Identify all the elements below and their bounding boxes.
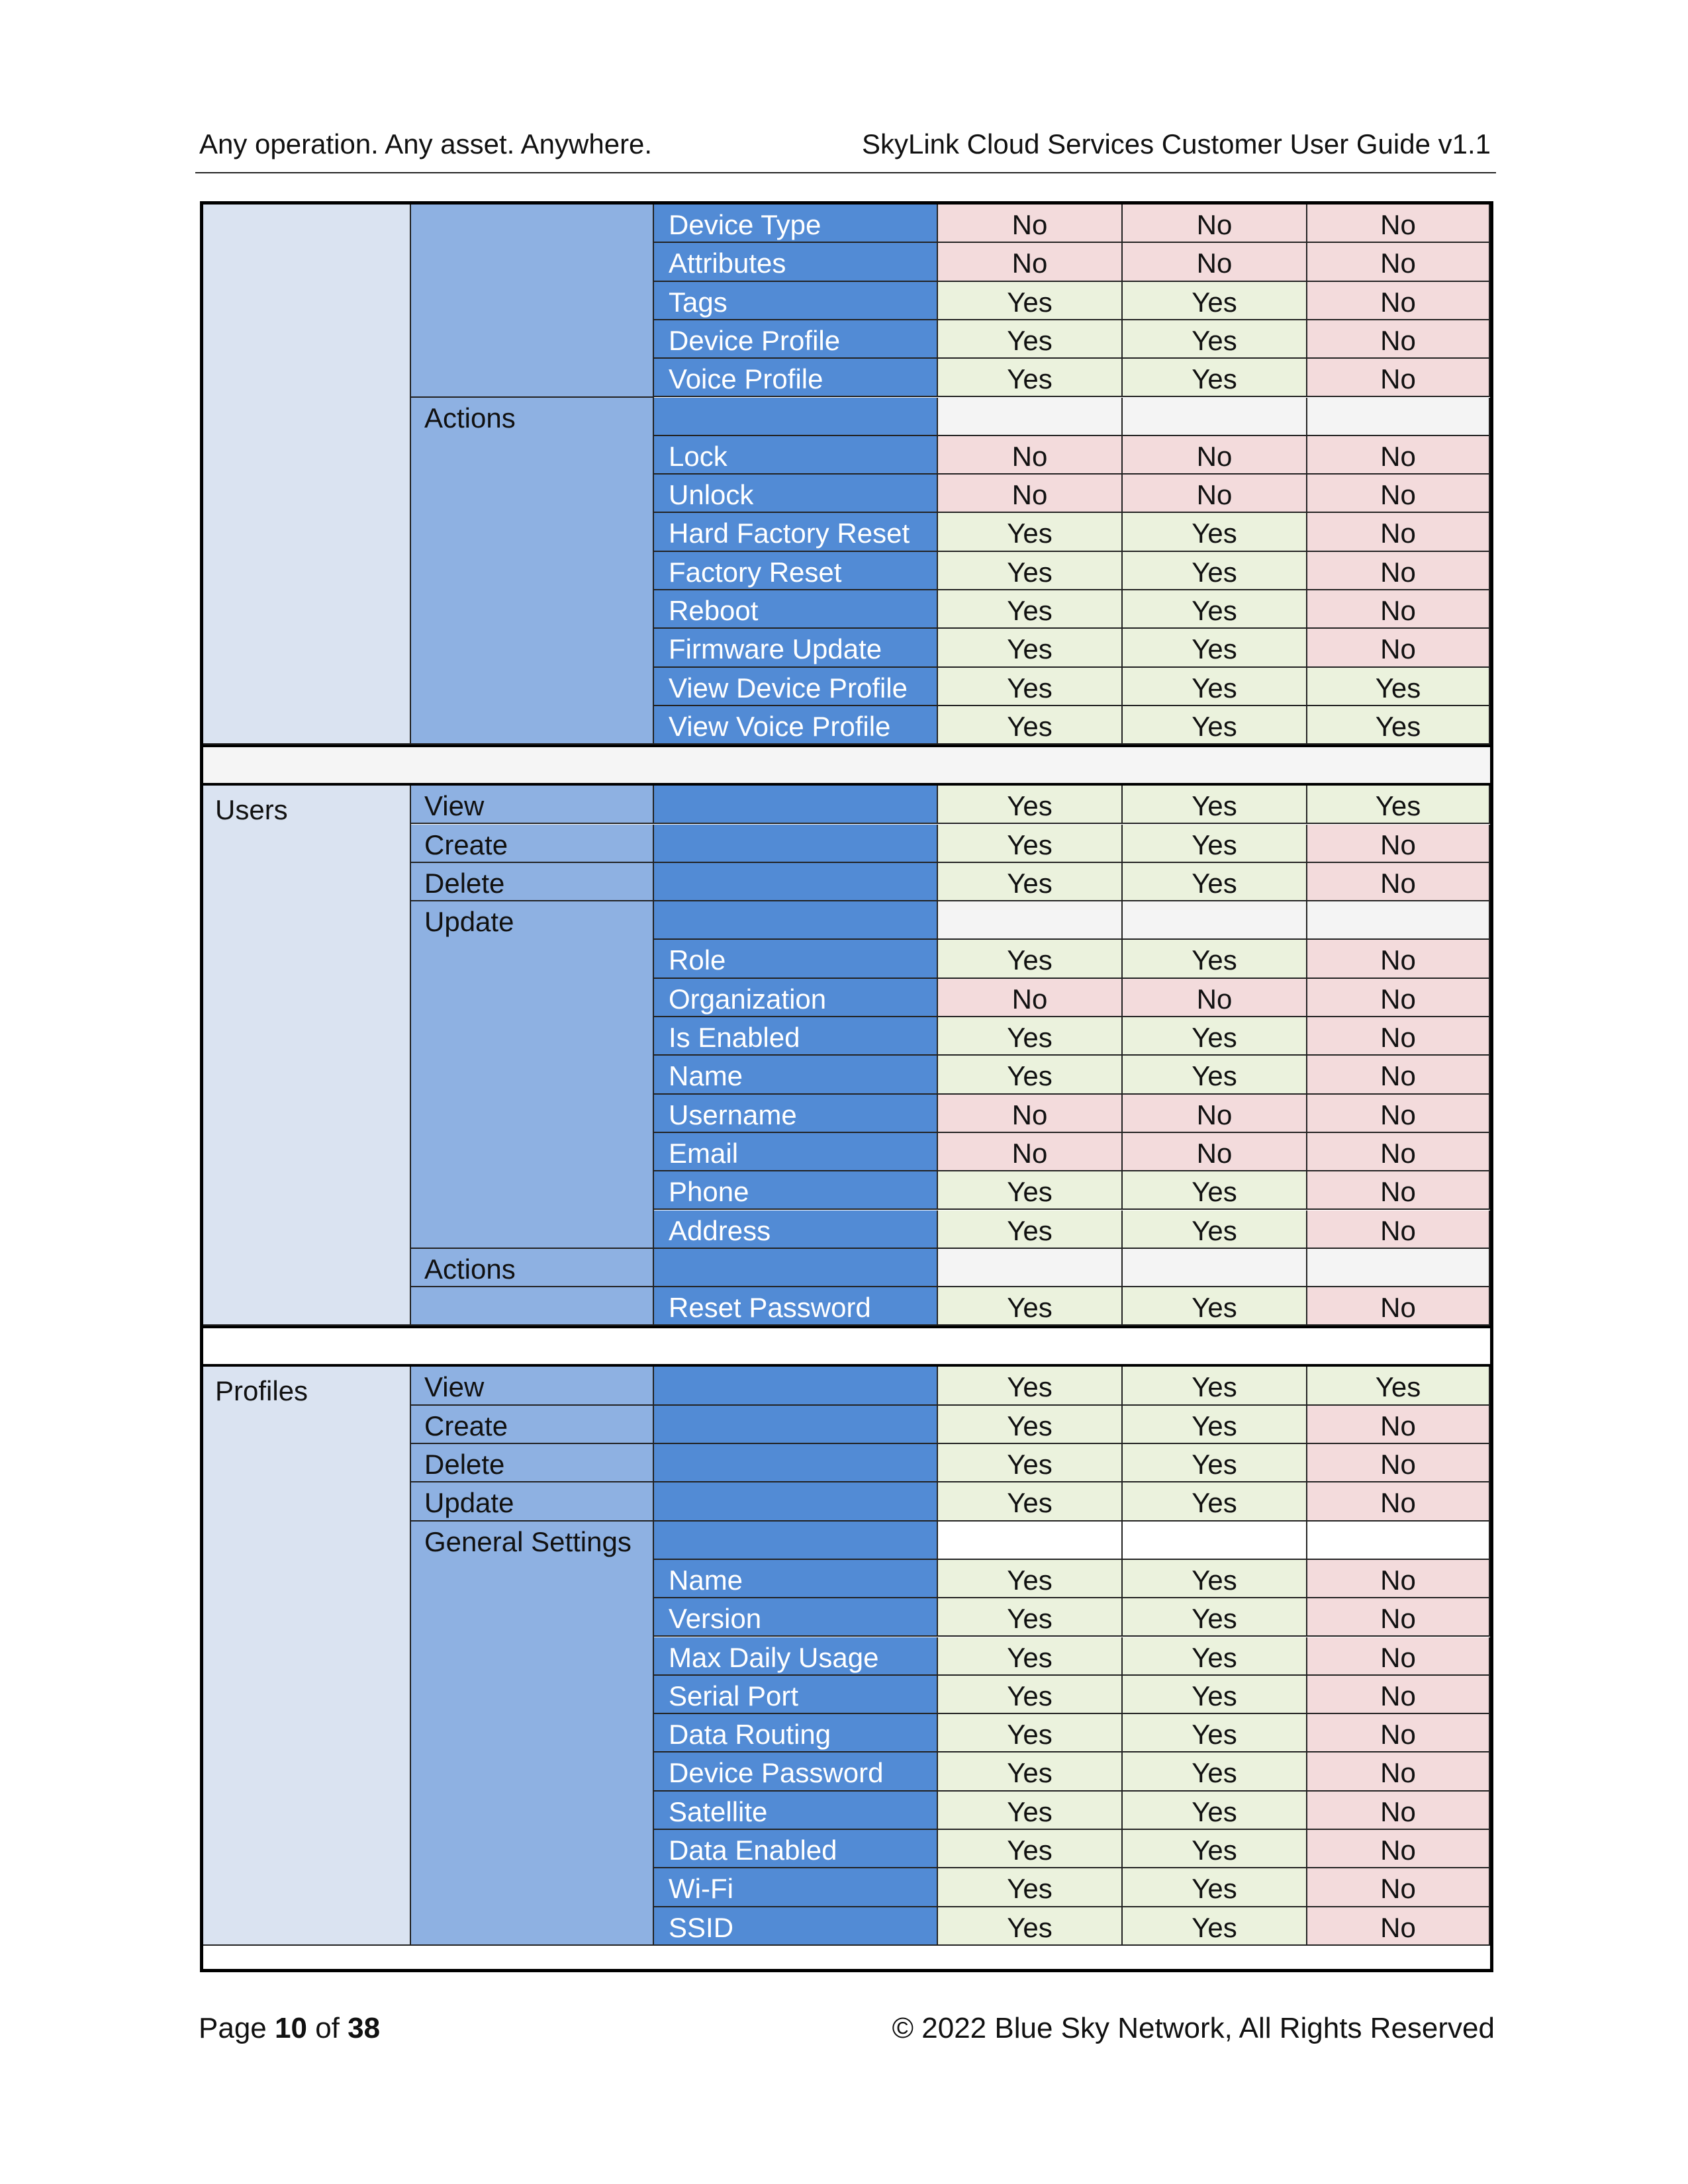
permission-cell-1: No bbox=[938, 1133, 1123, 1171]
permission-cell-3: No bbox=[1307, 552, 1490, 590]
permission-cell-2: Yes bbox=[1123, 1444, 1307, 1482]
permission-cell-1: Yes bbox=[938, 1171, 1123, 1210]
subgroup-name bbox=[411, 1287, 654, 1326]
permission-cell-2: Yes bbox=[1123, 1406, 1307, 1444]
permission-cell-1: Yes bbox=[938, 1444, 1123, 1482]
permission-cell-1: Yes bbox=[938, 825, 1123, 863]
field-name: Tags bbox=[654, 282, 938, 320]
permission-cell-3: No bbox=[1307, 1171, 1490, 1210]
permission-cell-2: Yes bbox=[1123, 629, 1307, 667]
permission-cell-3: No bbox=[1307, 359, 1490, 397]
permission-cell-3 bbox=[1307, 901, 1490, 940]
permission-cell-1: No bbox=[938, 979, 1123, 1017]
field-name bbox=[654, 1367, 938, 1405]
permission-cell-2: No bbox=[1123, 436, 1307, 475]
field-name: Max Daily Usage bbox=[654, 1637, 938, 1676]
permission-cell-1: Yes bbox=[938, 629, 1123, 667]
permission-cell-3: No bbox=[1307, 1210, 1490, 1249]
permission-cell-3: No bbox=[1307, 1792, 1490, 1830]
field-name: Data Routing bbox=[654, 1714, 938, 1752]
permission-cell-3: No bbox=[1307, 1287, 1490, 1326]
permission-cell-2: Yes bbox=[1123, 590, 1307, 629]
permission-cell-1: Yes bbox=[938, 359, 1123, 397]
permission-cell-1: Yes bbox=[938, 513, 1123, 551]
permission-cell-2: Yes bbox=[1123, 863, 1307, 901]
subgroup-name: Update bbox=[411, 901, 654, 1249]
permission-cell-3: Yes bbox=[1307, 706, 1490, 745]
permission-cell-3: No bbox=[1307, 1830, 1490, 1868]
field-name: Serial Port bbox=[654, 1676, 938, 1714]
permission-cell-2: Yes bbox=[1123, 1598, 1307, 1637]
permission-cell-3 bbox=[1307, 1522, 1490, 1560]
field-name: Role bbox=[654, 940, 938, 978]
permission-cell-3: No bbox=[1307, 1406, 1490, 1444]
permission-cell-3: No bbox=[1307, 1017, 1490, 1056]
permission-cell-1: Yes bbox=[938, 1714, 1123, 1752]
permission-cell-3: No bbox=[1307, 1637, 1490, 1676]
permission-cell-1: Yes bbox=[938, 863, 1123, 901]
permission-cell-2: Yes bbox=[1123, 1907, 1307, 1946]
permission-cell-1: Yes bbox=[938, 320, 1123, 359]
permission-cell-1: Yes bbox=[938, 1367, 1123, 1405]
field-name bbox=[654, 786, 938, 824]
permission-cell-3: No bbox=[1307, 1133, 1490, 1171]
subgroup-name: Actions bbox=[411, 398, 654, 745]
permission-cell-1: Yes bbox=[938, 1560, 1123, 1598]
permission-cell-3: No bbox=[1307, 1907, 1490, 1946]
permission-cell-2: No bbox=[1123, 475, 1307, 513]
permission-cell-1: No bbox=[938, 205, 1123, 243]
permission-cell-2: Yes bbox=[1123, 1830, 1307, 1868]
permission-cell-3 bbox=[1307, 1249, 1490, 1287]
permission-cell-2: Yes bbox=[1123, 1752, 1307, 1791]
subgroup-name: Update bbox=[411, 1482, 654, 1521]
permission-cell-3 bbox=[1307, 398, 1490, 436]
permission-cell-2: Yes bbox=[1123, 825, 1307, 863]
permission-cell-3: No bbox=[1307, 243, 1490, 281]
section-name: Users bbox=[203, 786, 411, 1326]
subgroup-name: View bbox=[411, 786, 654, 824]
permission-cell-2: Yes bbox=[1123, 1714, 1307, 1752]
section-name: Profiles bbox=[203, 1367, 411, 1946]
permission-cell-1: Yes bbox=[938, 1868, 1123, 1907]
permission-cell-2: Yes bbox=[1123, 1560, 1307, 1598]
subgroup-name: Actions bbox=[411, 1249, 654, 1287]
permission-cell-1 bbox=[938, 901, 1123, 940]
permission-cell-3: No bbox=[1307, 1868, 1490, 1907]
field-name: Name bbox=[654, 1560, 938, 1598]
permission-cell-2: No bbox=[1123, 1095, 1307, 1133]
permission-cell-2: Yes bbox=[1123, 1676, 1307, 1714]
permission-cell-2: Yes bbox=[1123, 552, 1307, 590]
permission-cell-2: Yes bbox=[1123, 1210, 1307, 1249]
permission-cell-2 bbox=[1123, 398, 1307, 436]
field-name: Device Type bbox=[654, 205, 938, 243]
subgroup-name: Delete bbox=[411, 863, 654, 901]
permission-cell-3: No bbox=[1307, 1056, 1490, 1094]
permission-cell-2: Yes bbox=[1123, 706, 1307, 745]
field-name: Factory Reset bbox=[654, 552, 938, 590]
field-name bbox=[654, 1482, 938, 1521]
permission-cell-2 bbox=[1123, 1522, 1307, 1560]
field-name: Unlock bbox=[654, 475, 938, 513]
permission-cell-1: Yes bbox=[938, 1482, 1123, 1521]
field-name: Is Enabled bbox=[654, 1017, 938, 1056]
permission-cell-2: No bbox=[1123, 979, 1307, 1017]
field-name bbox=[654, 1249, 938, 1287]
section-separator bbox=[203, 1326, 1490, 1367]
field-name: Wi-Fi bbox=[654, 1868, 938, 1907]
permission-cell-2: Yes bbox=[1123, 1367, 1307, 1405]
field-name bbox=[654, 1406, 938, 1444]
permission-cell-1: Yes bbox=[938, 1210, 1123, 1249]
permission-cell-3: No bbox=[1307, 590, 1490, 629]
field-name: Device Profile bbox=[654, 320, 938, 359]
permission-cell-3: No bbox=[1307, 320, 1490, 359]
permission-cell-2: Yes bbox=[1123, 513, 1307, 551]
permission-cell-3: No bbox=[1307, 825, 1490, 863]
permission-cell-2: Yes bbox=[1123, 1287, 1307, 1326]
permission-cell-1 bbox=[938, 398, 1123, 436]
permission-cell-1 bbox=[938, 1249, 1123, 1287]
permission-cell-1: Yes bbox=[938, 1056, 1123, 1094]
section-separator bbox=[203, 745, 1490, 786]
permission-cell-1: Yes bbox=[938, 552, 1123, 590]
permission-cell-2: Yes bbox=[1123, 1482, 1307, 1521]
subgroup-name: Create bbox=[411, 1406, 654, 1444]
permissions-table bbox=[200, 201, 1493, 1972]
permission-cell-1: Yes bbox=[938, 1830, 1123, 1868]
field-name: Attributes bbox=[654, 243, 938, 281]
permission-cell-2 bbox=[1123, 901, 1307, 940]
permission-cell-1: Yes bbox=[938, 668, 1123, 706]
field-name: Username bbox=[654, 1095, 938, 1133]
field-name: Email bbox=[654, 1133, 938, 1171]
of-word: of bbox=[315, 2012, 340, 2044]
permission-cell-1: Yes bbox=[938, 1752, 1123, 1791]
header-document-title: SkyLink Cloud Services Customer User Guide v1.1 bbox=[861, 128, 1491, 159]
permission-cell-3: No bbox=[1307, 513, 1490, 551]
field-name: Lock bbox=[654, 436, 938, 475]
field-name bbox=[654, 901, 938, 940]
permission-cell-3: No bbox=[1307, 436, 1490, 475]
permission-cell-1: Yes bbox=[938, 940, 1123, 978]
subgroup-name bbox=[411, 205, 654, 398]
field-name: View Device Profile bbox=[654, 668, 938, 706]
page-number bbox=[199, 2012, 380, 2045]
field-name: Hard Factory Reset bbox=[654, 513, 938, 551]
permission-cell-1: Yes bbox=[938, 282, 1123, 320]
permission-cell-1: Yes bbox=[938, 590, 1123, 629]
page-current: 10 bbox=[275, 2012, 307, 2044]
permission-cell-3: No bbox=[1307, 1482, 1490, 1521]
permission-cell-2: No bbox=[1123, 205, 1307, 243]
permission-cell-2: Yes bbox=[1123, 1017, 1307, 1056]
field-name bbox=[654, 863, 938, 901]
permission-cell-3: No bbox=[1307, 1714, 1490, 1752]
field-name: Address bbox=[654, 1210, 938, 1249]
permission-cell-2: No bbox=[1123, 243, 1307, 281]
permission-cell-1: No bbox=[938, 243, 1123, 281]
field-name bbox=[654, 398, 938, 436]
permission-cell-2: Yes bbox=[1123, 1056, 1307, 1094]
permission-cell-2: Yes bbox=[1123, 359, 1307, 397]
permission-cell-1: Yes bbox=[938, 786, 1123, 824]
permission-cell-2: Yes bbox=[1123, 1637, 1307, 1676]
field-name: Organization bbox=[654, 979, 938, 1017]
permission-cell-1: Yes bbox=[938, 1598, 1123, 1637]
field-name: Reset Password bbox=[654, 1287, 938, 1326]
permission-cell-1: Yes bbox=[938, 1287, 1123, 1326]
field-name: Voice Profile bbox=[654, 359, 938, 397]
field-name: Reboot bbox=[654, 590, 938, 629]
field-name bbox=[654, 1522, 938, 1560]
permission-cell-1: No bbox=[938, 475, 1123, 513]
permission-cell-2: Yes bbox=[1123, 1171, 1307, 1210]
copyright-notice: © 2022 Blue Sky Network, All Rights Reserved bbox=[892, 2012, 1495, 2044]
field-name: SSID bbox=[654, 1907, 938, 1946]
permission-cell-3: No bbox=[1307, 1752, 1490, 1791]
field-name: Device Password bbox=[654, 1752, 938, 1791]
permission-cell-1: No bbox=[938, 1095, 1123, 1133]
field-name: View Voice Profile bbox=[654, 706, 938, 745]
permission-cell-2: Yes bbox=[1123, 282, 1307, 320]
permission-cell-1: No bbox=[938, 436, 1123, 475]
field-name: Data Enabled bbox=[654, 1830, 938, 1868]
permission-cell-3: No bbox=[1307, 863, 1490, 901]
permission-cell-3: No bbox=[1307, 629, 1490, 667]
page-word: Page bbox=[199, 2012, 267, 2044]
field-name: Satellite bbox=[654, 1792, 938, 1830]
permission-cell-2: Yes bbox=[1123, 1868, 1307, 1907]
subgroup-name: Create bbox=[411, 825, 654, 863]
subgroup-name: View bbox=[411, 1367, 654, 1405]
permission-cell-3: No bbox=[1307, 1444, 1490, 1482]
permission-cell-3: Yes bbox=[1307, 1367, 1490, 1405]
permission-cell-3: Yes bbox=[1307, 668, 1490, 706]
permission-cell-1: Yes bbox=[938, 1637, 1123, 1676]
permission-cell-3: No bbox=[1307, 940, 1490, 978]
permission-cell-3: Yes bbox=[1307, 786, 1490, 824]
permission-cell-2 bbox=[1123, 1249, 1307, 1287]
subgroup-name: General Settings bbox=[411, 1522, 654, 1946]
permission-cell-2: Yes bbox=[1123, 320, 1307, 359]
header-tagline: Any operation. Any asset. Anywhere. bbox=[199, 128, 653, 159]
permission-cell-2: Yes bbox=[1123, 668, 1307, 706]
page-total: 38 bbox=[348, 2012, 381, 2044]
permission-cell-2: Yes bbox=[1123, 940, 1307, 978]
permission-cell-3: No bbox=[1307, 1598, 1490, 1637]
field-name: Firmware Update bbox=[654, 629, 938, 667]
permission-cell-3: No bbox=[1307, 282, 1490, 320]
field-name: Version bbox=[654, 1598, 938, 1637]
field-name: Name bbox=[654, 1056, 938, 1094]
permission-cell-2: No bbox=[1123, 1133, 1307, 1171]
permission-cell-2: Yes bbox=[1123, 786, 1307, 824]
section-name bbox=[203, 205, 411, 745]
page-header bbox=[195, 123, 1496, 173]
permission-cell-3: No bbox=[1307, 1095, 1490, 1133]
permission-cell-1: Yes bbox=[938, 706, 1123, 745]
field-name: Phone bbox=[654, 1171, 938, 1210]
permission-cell-1: Yes bbox=[938, 1907, 1123, 1946]
field-name bbox=[654, 1444, 938, 1482]
permission-cell-3: No bbox=[1307, 205, 1490, 243]
permission-cell-3: No bbox=[1307, 475, 1490, 513]
permission-cell-3: No bbox=[1307, 979, 1490, 1017]
subgroup-name: Delete bbox=[411, 1444, 654, 1482]
permission-cell-3: No bbox=[1307, 1560, 1490, 1598]
permission-cell-1: Yes bbox=[938, 1017, 1123, 1056]
permission-cell-1: Yes bbox=[938, 1406, 1123, 1444]
permission-cell-3: No bbox=[1307, 1676, 1490, 1714]
permission-cell-2: Yes bbox=[1123, 1792, 1307, 1830]
permission-cell-1 bbox=[938, 1522, 1123, 1560]
permission-cell-1: Yes bbox=[938, 1676, 1123, 1714]
permission-cell-1: Yes bbox=[938, 1792, 1123, 1830]
field-name bbox=[654, 825, 938, 863]
